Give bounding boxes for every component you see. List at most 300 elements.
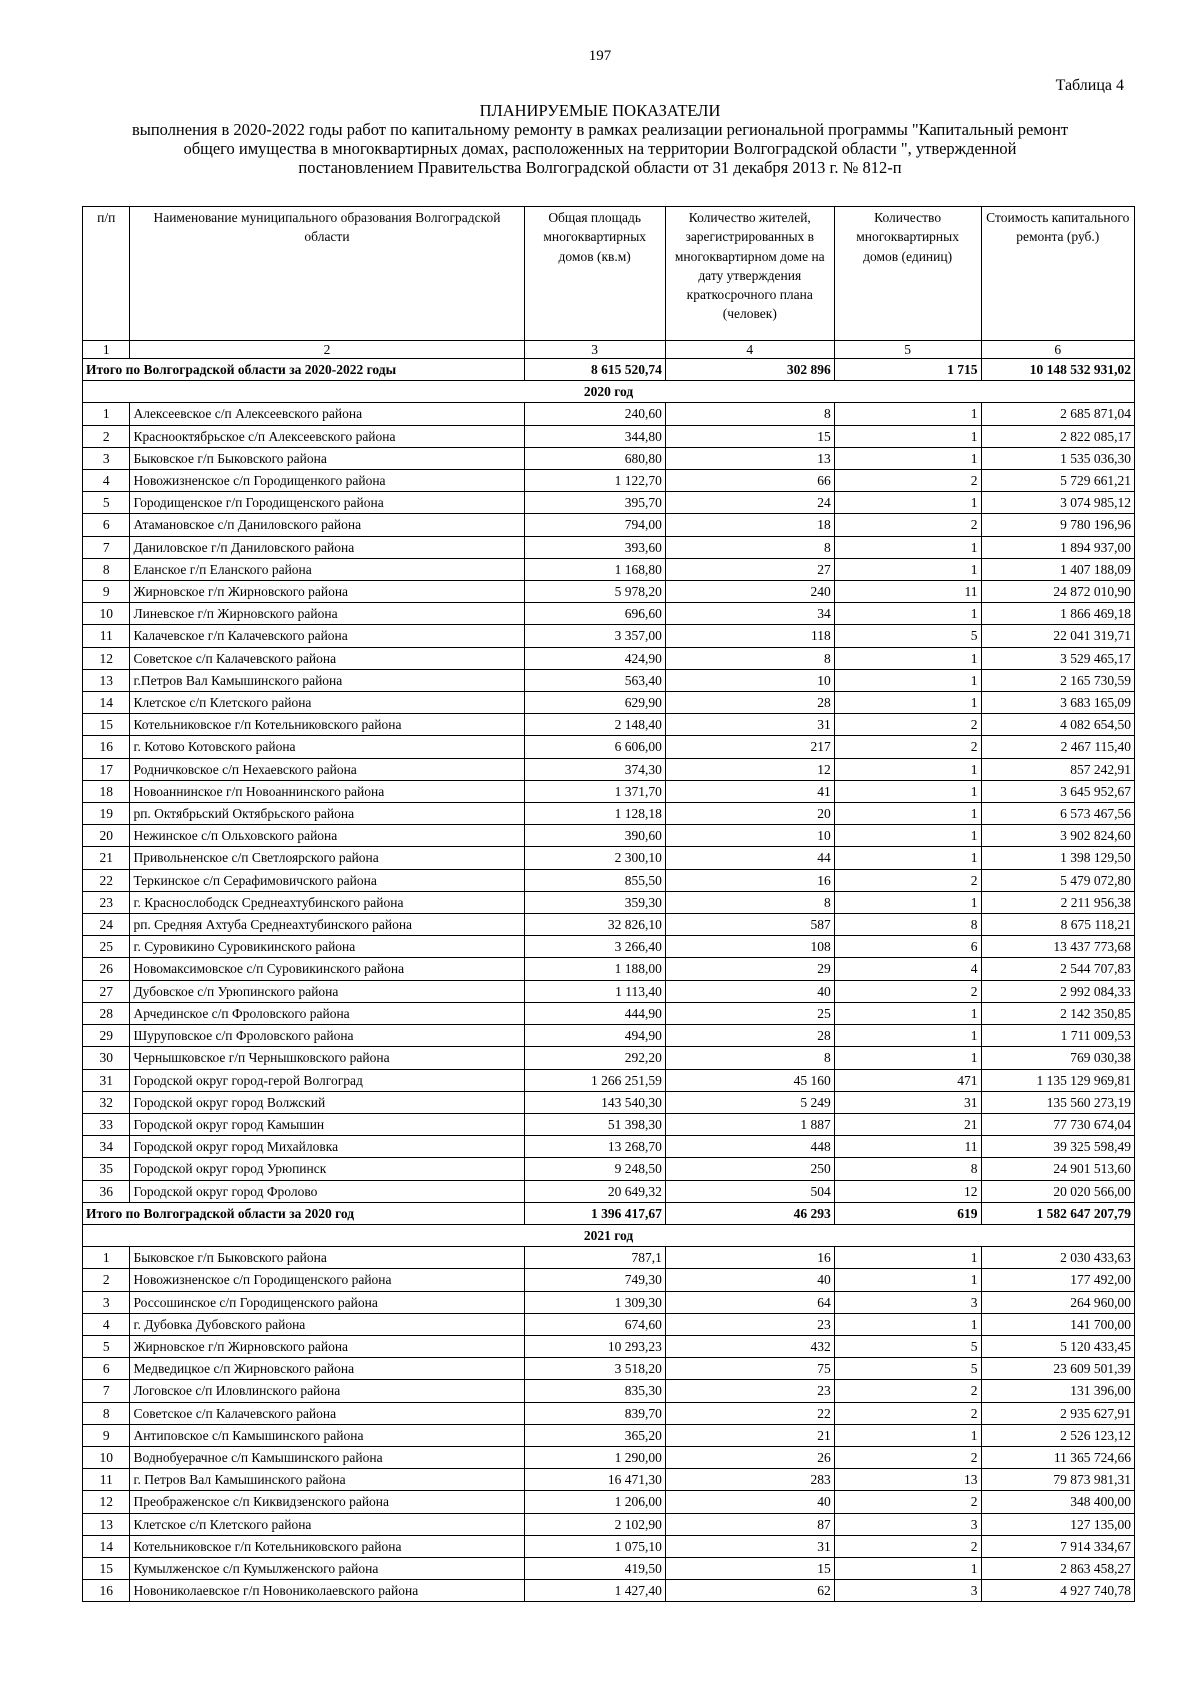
rows-2020	[83, 403, 1135, 1202]
page-number: 197	[588, 48, 612, 64]
cost-value: 2 467 115,40	[981, 736, 1134, 758]
table-row	[83, 1025, 1135, 1047]
row-number: 25	[83, 936, 130, 958]
area-value: 5 978,20	[524, 581, 665, 603]
houses-value: 8	[834, 1158, 981, 1180]
cost-value: 1 711 009,53	[981, 1025, 1134, 1047]
row-number: 4	[83, 1313, 130, 1335]
cost-value: 20 020 566,00	[981, 1180, 1134, 1202]
municipality-name: Городской округ город Фролово	[130, 1180, 524, 1202]
houses-value: 1	[834, 692, 981, 714]
header-cell: Стоимость капитального ремонта (руб.)	[981, 207, 1134, 341]
table-row	[83, 825, 1135, 847]
municipality-name: Городской округ город Урюпинск	[130, 1158, 524, 1180]
row-number: 30	[83, 1047, 130, 1069]
houses-value: 471	[834, 1069, 981, 1091]
municipality-name: Чернышковское г/п Чернышковского района	[130, 1047, 524, 1069]
municipality-name: Преображенское с/п Киквидзенского района	[130, 1491, 524, 1513]
residents-value: 5 249	[665, 1091, 834, 1113]
municipality-name: Родничковское с/п Нехаевского района	[130, 758, 524, 780]
total-residents: 46 293	[665, 1202, 834, 1224]
row-number: 11	[83, 625, 130, 647]
houses-value: 1	[834, 447, 981, 469]
houses-value: 1	[834, 403, 981, 425]
cost-value: 131 396,00	[981, 1380, 1134, 1402]
residents-value: 40	[665, 1491, 834, 1513]
area-value: 494,90	[524, 1025, 665, 1047]
area-value: 787,1	[524, 1247, 665, 1269]
row-number: 26	[83, 958, 130, 980]
houses-value: 2	[834, 869, 981, 891]
municipality-name: Котельниковское г/п Котельниковского района	[130, 1535, 524, 1557]
row-number: 27	[83, 980, 130, 1002]
total-cost: 1 582 647 207,79	[981, 1202, 1134, 1224]
houses-value: 11	[834, 581, 981, 603]
table-row	[83, 1557, 1135, 1579]
capital-repair-table	[82, 206, 1135, 1602]
cost-value: 2 992 084,33	[981, 980, 1134, 1002]
municipality-name: Россошинское с/п Городищенского района	[130, 1291, 524, 1313]
residents-value: 250	[665, 1158, 834, 1180]
area-value: 444,90	[524, 1002, 665, 1024]
residents-value: 23	[665, 1380, 834, 1402]
row-number: 6	[83, 1358, 130, 1380]
residents-value: 40	[665, 980, 834, 1002]
table-row	[83, 891, 1135, 913]
total-houses: 1 715	[834, 359, 981, 381]
residents-value: 87	[665, 1513, 834, 1535]
cost-value: 13 437 773,68	[981, 936, 1134, 958]
row-number: 12	[83, 1491, 130, 1513]
row-number: 1	[83, 1247, 130, 1269]
area-value: 1 266 251,59	[524, 1069, 665, 1091]
houses-value: 2	[834, 1446, 981, 1468]
area-value: 2 148,40	[524, 714, 665, 736]
cost-value: 2 822 085,17	[981, 425, 1134, 447]
area-value: 16 471,30	[524, 1469, 665, 1491]
total-cost: 10 148 532 931,02	[981, 359, 1134, 381]
document-heading	[60, 101, 1140, 177]
municipality-name: рп. Октябрьский Октябрьского района	[130, 803, 524, 825]
cost-value: 1 866 469,18	[981, 603, 1134, 625]
houses-value: 1	[834, 803, 981, 825]
municipality-name: Клетское с/п Клетского района	[130, 1513, 524, 1535]
table-row	[83, 603, 1135, 625]
houses-value: 31	[834, 1091, 981, 1113]
municipality-name: Жирновское г/п Жирновского района	[130, 1335, 524, 1357]
houses-value: 1	[834, 1557, 981, 1579]
residents-value: 24	[665, 492, 834, 514]
residents-value: 10	[665, 825, 834, 847]
table-row	[83, 625, 1135, 647]
row-number: 33	[83, 1113, 130, 1135]
houses-value: 2	[834, 714, 981, 736]
table-row	[83, 1136, 1135, 1158]
area-value: 563,40	[524, 669, 665, 691]
row-number: 22	[83, 869, 130, 891]
cost-value: 24 901 513,60	[981, 1158, 1134, 1180]
municipality-name: Шуруповское с/п Фроловского района	[130, 1025, 524, 1047]
municipality-name: г.Петров Вал Камышинского района	[130, 669, 524, 691]
row-number: 13	[83, 669, 130, 691]
cost-value: 2 526 123,12	[981, 1424, 1134, 1446]
row-number: 15	[83, 1557, 130, 1579]
cost-value: 8 675 118,21	[981, 914, 1134, 936]
area-value: 419,50	[524, 1557, 665, 1579]
residents-value: 44	[665, 847, 834, 869]
area-value: 143 540,30	[524, 1091, 665, 1113]
cost-value: 2 935 627,91	[981, 1402, 1134, 1424]
municipality-name: Калачевское г/п Калачевского района	[130, 625, 524, 647]
row-number: 10	[83, 603, 130, 625]
residents-value: 8	[665, 403, 834, 425]
table-row	[83, 1402, 1135, 1424]
total-area: 8 615 520,74	[524, 359, 665, 381]
heading-line: выполнения в 2020-2022 годы работ по капитальному ремонту в рамках реализации региональной программы "Капитальный ремонт	[131, 120, 1069, 139]
houses-value: 5	[834, 1358, 981, 1380]
houses-value: 3	[834, 1580, 981, 1602]
cost-value: 77 730 674,04	[981, 1113, 1134, 1135]
cost-value: 2 211 956,38	[981, 891, 1134, 913]
table-header-row	[83, 207, 1135, 341]
residents-value: 587	[665, 914, 834, 936]
cost-value: 769 030,38	[981, 1047, 1134, 1069]
row-number: 10	[83, 1446, 130, 1468]
table-row	[83, 847, 1135, 869]
row-number: 28	[83, 1002, 130, 1024]
table-row	[83, 980, 1135, 1002]
area-value: 835,30	[524, 1380, 665, 1402]
houses-value: 2	[834, 1535, 981, 1557]
year-section-row	[83, 1224, 1135, 1246]
row-number: 5	[83, 1335, 130, 1357]
houses-value: 3	[834, 1291, 981, 1313]
houses-value: 13	[834, 1469, 981, 1491]
year-title: 2021 год	[83, 1224, 1135, 1246]
houses-value: 1	[834, 1247, 981, 1269]
municipality-name: Привольненское с/п Светлоярского района	[130, 847, 524, 869]
table-row	[83, 1113, 1135, 1135]
residents-value: 118	[665, 625, 834, 647]
header-cell: Количество жителей, зарегистрированных в многоквартирном доме на дату утверждения краткосрочного плана (человек)	[665, 207, 834, 341]
cost-value: 127 135,00	[981, 1513, 1134, 1535]
table-row	[83, 758, 1135, 780]
municipality-name: Теркинское с/п Серафимовичского района	[130, 869, 524, 891]
cost-value: 2 030 433,63	[981, 1247, 1134, 1269]
table-row	[83, 692, 1135, 714]
cost-value: 857 242,91	[981, 758, 1134, 780]
table-row	[83, 1269, 1135, 1291]
table-row	[83, 1580, 1135, 1602]
municipality-name: Городской округ город Камышин	[130, 1113, 524, 1135]
cost-value: 135 560 273,19	[981, 1091, 1134, 1113]
cost-value: 24 872 010,90	[981, 581, 1134, 603]
municipality-name: Арчединское с/п Фроловского района	[130, 1002, 524, 1024]
table-row	[83, 1335, 1135, 1357]
municipality-name: Кумылженское с/п Кумылженского района	[130, 1557, 524, 1579]
residents-value: 29	[665, 958, 834, 980]
houses-value: 1	[834, 847, 981, 869]
municipality-name: Быковское г/п Быковского района	[130, 1247, 524, 1269]
area-value: 1 128,18	[524, 803, 665, 825]
houses-value: 1	[834, 1424, 981, 1446]
area-value: 1 427,40	[524, 1580, 665, 1602]
row-number: 23	[83, 891, 130, 913]
municipality-name: Котельниковское г/п Котельниковского района	[130, 714, 524, 736]
municipality-name: Советское с/п Калачевского района	[130, 647, 524, 669]
cost-value: 3 074 985,12	[981, 492, 1134, 514]
cost-value: 5 729 661,21	[981, 470, 1134, 492]
houses-value: 2	[834, 980, 981, 1002]
row-number: 24	[83, 914, 130, 936]
municipality-name: Алексеевское с/п Алексеевского района	[130, 403, 524, 425]
houses-value: 3	[834, 1513, 981, 1535]
residents-value: 8	[665, 1047, 834, 1069]
row-number: 16	[83, 1580, 130, 1602]
residents-value: 448	[665, 1136, 834, 1158]
residents-value: 20	[665, 803, 834, 825]
area-value: 1 206,00	[524, 1491, 665, 1513]
municipality-name: Городской округ город Михайловка	[130, 1136, 524, 1158]
area-value: 749,30	[524, 1269, 665, 1291]
row-number: 18	[83, 780, 130, 802]
municipality-name: Логовское с/п Иловлинского района	[130, 1380, 524, 1402]
area-value: 629,90	[524, 692, 665, 714]
residents-value: 40	[665, 1269, 834, 1291]
row-number: 34	[83, 1136, 130, 1158]
table-row	[83, 647, 1135, 669]
residents-value: 31	[665, 1535, 834, 1557]
column-number: 2	[130, 341, 524, 359]
municipality-name: Клетское с/п Клетского района	[130, 692, 524, 714]
municipality-name: Жирновское г/п Жирновского района	[130, 581, 524, 603]
cost-value: 3 683 165,09	[981, 692, 1134, 714]
municipality-name: Новомаксимовское с/п Суровикинского района	[130, 958, 524, 980]
residents-value: 64	[665, 1291, 834, 1313]
column-number: 1	[83, 341, 130, 359]
municipality-name: Дубовское с/п Урюпинского района	[130, 980, 524, 1002]
houses-value: 1	[834, 647, 981, 669]
area-value: 51 398,30	[524, 1113, 665, 1135]
residents-value: 12	[665, 758, 834, 780]
area-value: 855,50	[524, 869, 665, 891]
heading-title: ПЛАНИРУЕМЫЕ ПОКАЗАТЕЛИ	[479, 101, 721, 120]
table-row	[83, 936, 1135, 958]
cost-value: 4 927 740,78	[981, 1580, 1134, 1602]
houses-value: 21	[834, 1113, 981, 1135]
municipality-name: Новожизненское с/п Городищенкого района	[130, 470, 524, 492]
residents-value: 10	[665, 669, 834, 691]
municipality-name: Новожизненское с/п Городищенского района	[130, 1269, 524, 1291]
municipality-name: Новониколаевское г/п Новониколаевского района	[130, 1580, 524, 1602]
table-row	[83, 1180, 1135, 1202]
residents-value: 34	[665, 603, 834, 625]
houses-value: 2	[834, 736, 981, 758]
row-number: 3	[83, 447, 130, 469]
year-title: 2020 год	[83, 381, 1135, 403]
houses-value: 5	[834, 625, 981, 647]
area-value: 794,00	[524, 514, 665, 536]
residents-value: 283	[665, 1469, 834, 1491]
residents-value: 8	[665, 647, 834, 669]
column-number: 4	[665, 341, 834, 359]
table-row	[83, 1002, 1135, 1024]
cost-value: 177 492,00	[981, 1269, 1134, 1291]
cost-value: 9 780 196,96	[981, 514, 1134, 536]
houses-value: 2	[834, 470, 981, 492]
residents-value: 23	[665, 1313, 834, 1335]
table-row	[83, 1158, 1135, 1180]
cost-value: 3 645 952,67	[981, 780, 1134, 802]
houses-value: 1	[834, 1002, 981, 1024]
table-row	[83, 780, 1135, 802]
area-value: 374,30	[524, 758, 665, 780]
cost-value: 141 700,00	[981, 1313, 1134, 1335]
row-number: 8	[83, 1402, 130, 1424]
residents-value: 13	[665, 447, 834, 469]
row-number: 19	[83, 803, 130, 825]
area-value: 1 290,00	[524, 1446, 665, 1468]
houses-value: 11	[834, 1136, 981, 1158]
row-number: 11	[83, 1469, 130, 1491]
houses-value: 2	[834, 1491, 981, 1513]
houses-value: 4	[834, 958, 981, 980]
residents-value: 75	[665, 1358, 834, 1380]
municipality-name: г. Дубовка Дубовского района	[130, 1313, 524, 1335]
table-row	[83, 914, 1135, 936]
table-label: Таблица 4	[1055, 77, 1124, 94]
table-row	[83, 1446, 1135, 1468]
houses-value: 1	[834, 758, 981, 780]
area-value: 1 309,30	[524, 1291, 665, 1313]
residents-value: 432	[665, 1335, 834, 1357]
residents-value: 217	[665, 736, 834, 758]
header-cell: п/п	[83, 207, 130, 341]
area-value: 240,60	[524, 403, 665, 425]
row-number: 2	[83, 1269, 130, 1291]
heading-line: постановлением Правительства Волгоградской области от 31 декабря 2013 г. № 812-п	[298, 158, 902, 177]
table-row	[83, 669, 1135, 691]
cost-value: 1 894 937,00	[981, 536, 1134, 558]
table-row	[83, 1358, 1135, 1380]
table-row	[83, 736, 1135, 758]
row-number: 12	[83, 647, 130, 669]
residents-value: 108	[665, 936, 834, 958]
residents-value: 28	[665, 692, 834, 714]
table-row	[83, 470, 1135, 492]
table-row	[83, 425, 1135, 447]
municipality-name: Воднобуерачное с/п Камышинского района	[130, 1446, 524, 1468]
area-value: 1 168,80	[524, 558, 665, 580]
row-number: 14	[83, 692, 130, 714]
municipality-name: Медведицкое с/п Жирновского района	[130, 1358, 524, 1380]
table-row	[83, 1091, 1135, 1113]
row-number: 21	[83, 847, 130, 869]
houses-value: 1	[834, 1025, 981, 1047]
houses-value: 5	[834, 1335, 981, 1357]
municipality-name: Быковское г/п Быковского района	[130, 447, 524, 469]
residents-value: 8	[665, 891, 834, 913]
row-number: 14	[83, 1535, 130, 1557]
area-value: 3 357,00	[524, 625, 665, 647]
area-value: 32 826,10	[524, 914, 665, 936]
area-value: 10 293,23	[524, 1335, 665, 1357]
row-number: 6	[83, 514, 130, 536]
residents-value: 25	[665, 1002, 834, 1024]
municipality-name: Краснооктябрьское с/п Алексеевского района	[130, 425, 524, 447]
residents-value: 45 160	[665, 1069, 834, 1091]
municipality-name: г. Суровикино Суровикинского района	[130, 936, 524, 958]
row-number: 7	[83, 536, 130, 558]
column-number: 3	[524, 341, 665, 359]
cost-value: 39 325 598,49	[981, 1136, 1134, 1158]
area-value: 674,60	[524, 1313, 665, 1335]
table-row	[83, 1491, 1135, 1513]
row-number: 2	[83, 425, 130, 447]
area-value: 1 371,70	[524, 780, 665, 802]
houses-value: 1	[834, 780, 981, 802]
area-value: 2 300,10	[524, 847, 665, 869]
table-row	[83, 1469, 1135, 1491]
cost-value: 2 863 458,27	[981, 1557, 1134, 1579]
area-value: 1 122,70	[524, 470, 665, 492]
municipality-name: Нежинское с/п Ольховского района	[130, 825, 524, 847]
municipality-name: г. Котово Котовского района	[130, 736, 524, 758]
residents-value: 15	[665, 425, 834, 447]
residents-value: 8	[665, 536, 834, 558]
cost-value: 11 365 724,66	[981, 1446, 1134, 1468]
column-number-row	[83, 341, 1135, 359]
table-row	[83, 1424, 1135, 1446]
row-number: 15	[83, 714, 130, 736]
row-number: 31	[83, 1069, 130, 1091]
rows-2021	[83, 1247, 1135, 1602]
table-row	[83, 581, 1135, 603]
table-row	[83, 714, 1135, 736]
residents-value: 22	[665, 1402, 834, 1424]
area-value: 839,70	[524, 1402, 665, 1424]
houses-value: 12	[834, 1180, 981, 1202]
table-row	[83, 514, 1135, 536]
houses-value: 6	[834, 936, 981, 958]
area-value: 292,20	[524, 1047, 665, 1069]
cost-value: 2 165 730,59	[981, 669, 1134, 691]
residents-value: 41	[665, 780, 834, 802]
column-number: 6	[981, 341, 1134, 359]
cost-value: 1 398 129,50	[981, 847, 1134, 869]
houses-value: 1	[834, 1047, 981, 1069]
area-value: 2 102,90	[524, 1513, 665, 1535]
cost-value: 3 902 824,60	[981, 825, 1134, 847]
cost-value: 348 400,00	[981, 1491, 1134, 1513]
residents-value: 504	[665, 1180, 834, 1202]
area-value: 9 248,50	[524, 1158, 665, 1180]
table-row	[83, 803, 1135, 825]
total-label: Итого по Волгоградской области за 2020-2022 годы	[83, 359, 525, 381]
area-value: 20 649,32	[524, 1180, 665, 1202]
row-number: 20	[83, 825, 130, 847]
area-value: 365,20	[524, 1424, 665, 1446]
table-row	[83, 1513, 1135, 1535]
cost-value: 1 407 188,09	[981, 558, 1134, 580]
cost-value: 6 573 467,56	[981, 803, 1134, 825]
municipality-name: Линевское г/п Жирновского района	[130, 603, 524, 625]
row-number: 1	[83, 403, 130, 425]
residents-value: 27	[665, 558, 834, 580]
table-row	[83, 1247, 1135, 1269]
cost-value: 2 685 871,04	[981, 403, 1134, 425]
row-number: 17	[83, 758, 130, 780]
